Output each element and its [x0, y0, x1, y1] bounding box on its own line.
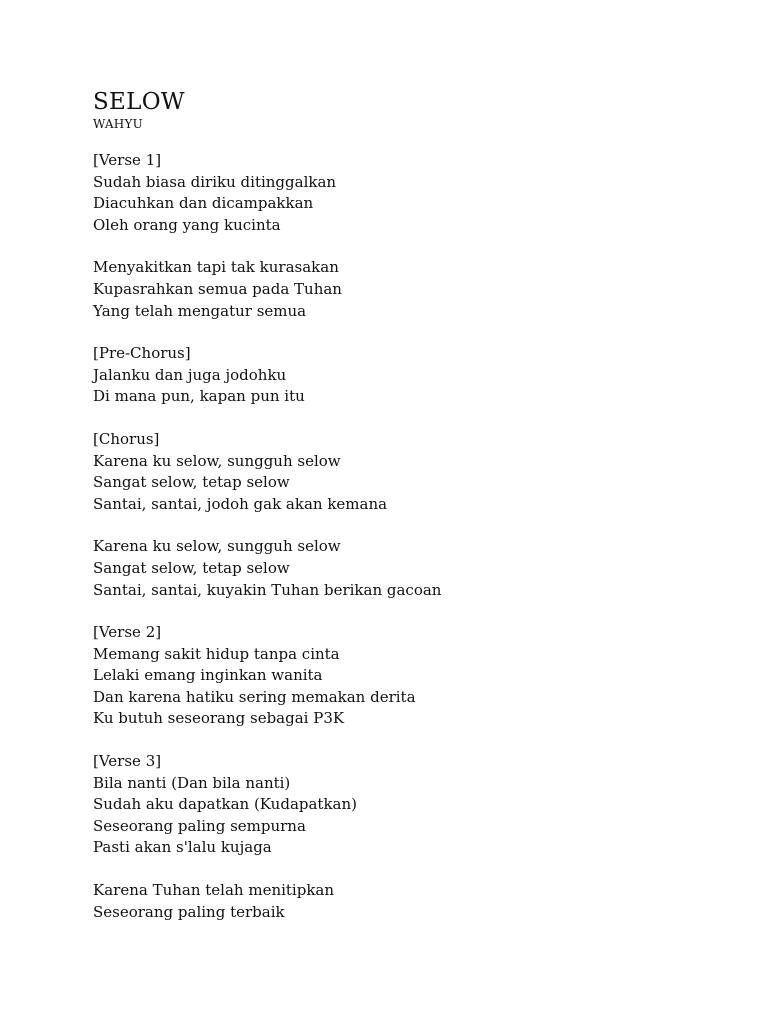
section-label: [Chorus] — [93, 429, 160, 448]
lyric-line: Oleh orang yang kucinta — [93, 215, 281, 234]
stanza-chorus — [93, 429, 733, 515]
lyric-line: Bila nanti (Dan bila nanti) — [93, 773, 291, 792]
stanza-verse-2 — [93, 622, 733, 730]
song-artist: WAHYU — [93, 117, 143, 131]
lyric-line: Pasti akan s'lalu kujaga — [93, 838, 272, 857]
stanza-verse-1-part-2 — [93, 257, 733, 322]
section-label: [Pre-Chorus] — [93, 344, 191, 363]
lyric-line: Sudah biasa diriku ditinggalkan — [93, 172, 337, 191]
lyric-line: Diacuhkan dan dicampakkan — [93, 194, 314, 213]
lyric-line: Sangat selow, tetap selow — [93, 473, 290, 492]
stanza-verse-3-part-2 — [93, 880, 733, 923]
lyric-line: Jalanku dan juga jodohku — [93, 365, 287, 384]
section-label: [Verse 2] — [93, 623, 162, 642]
lyric-line: Memang sakit hidup tanpa cinta — [93, 644, 340, 663]
lyric-line: Santai, santai, kuyakin Tuhan berikan gacoan — [93, 580, 442, 599]
lyric-line: Kupasrahkan semua pada Tuhan — [93, 279, 342, 298]
lyric-line: Di mana pun, kapan pun itu — [93, 387, 305, 406]
lyric-line: Ku butuh seseorang sebagai P3K — [93, 709, 345, 728]
lyric-line: Yang telah mengatur semua — [93, 301, 307, 320]
lyric-line: Seseorang paling sempurna — [93, 816, 306, 835]
stanza-pre-chorus — [93, 343, 733, 408]
lyric-line: Karena Tuhan telah menitipkan — [93, 881, 335, 900]
lyric-line: Dan karena hatiku sering memakan derita — [93, 687, 416, 706]
song-title: SELOW — [93, 89, 185, 115]
lyric-line: Santai, santai, jodoh gak akan kemana — [93, 494, 388, 513]
lyric-line: Menyakitkan tapi tak kurasakan — [93, 258, 339, 277]
lyric-line: Sangat selow, tetap selow — [93, 558, 290, 577]
lyric-line: Karena ku selow, sungguh selow — [93, 451, 341, 470]
stanza-verse-3 — [93, 751, 733, 859]
section-label: [Verse 1] — [93, 151, 162, 169]
stanza-chorus-part-2 — [93, 536, 733, 601]
lyric-line: Seseorang paling terbaik — [93, 902, 285, 921]
lyric-line: Karena ku selow, sungguh selow — [93, 537, 341, 556]
lyric-line: Sudah aku dapatkan (Kudapatkan) — [93, 795, 358, 814]
lyrics-page — [93, 88, 733, 944]
stanza-verse-1 — [93, 150, 733, 236]
lyric-line: Lelaki emang inginkan wanita — [93, 666, 323, 685]
section-label: [Verse 3] — [93, 752, 162, 771]
